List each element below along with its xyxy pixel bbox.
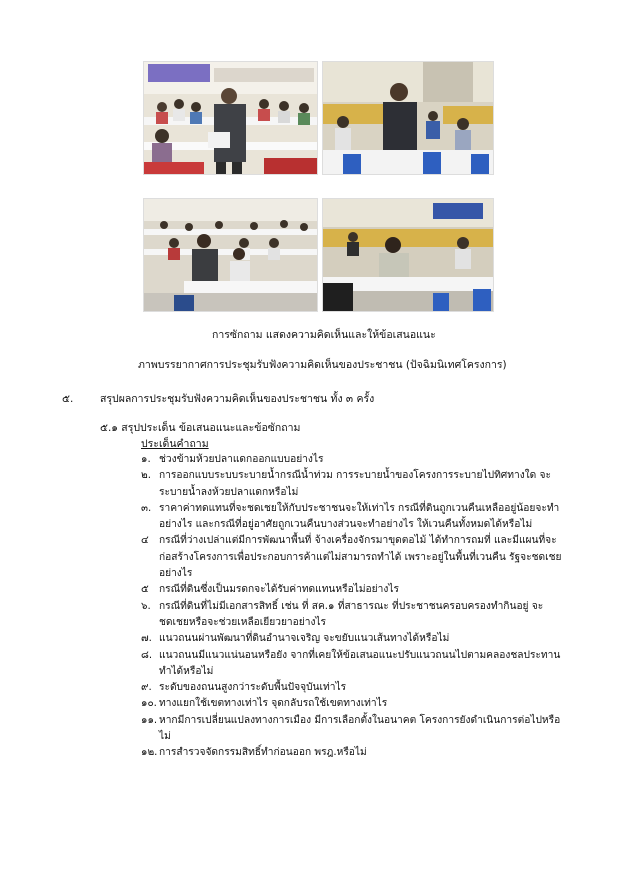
photo-audience-seated [143,198,318,312]
list-item [141,599,571,632]
list-item [141,713,571,746]
issues-heading: ประเด็นคำถาม [141,438,209,450]
subsection-title: ๕.๑ สรุปประเด็น ข้อเสนอแนะและข้อซักถาม [100,422,301,434]
item-number: ๑๐. [141,698,157,710]
item-text: แนวถนนมีแนวแน่นอนหรือยัง จากที่เคยให้ข้อเสนอแนะปรับแนวถนนไปตามคลองชลประทานทำได้หรือไม่ [159,649,561,677]
item-text: การสำรวจจัดกรรมสิทธิ์ทำก่อนออก พรฎ.หรือไม่ [159,747,367,759]
item-text: กรณีที่ดินซึ่งเป็นมรดกจะได้รับค่าทดแทนหรือไม่อย่างไร [159,584,399,596]
item-text: การออกแบบระบบระบายน้ำกรณีน้ำท่วม การระบายน้ำของโครงการระบายไปทิศทางใด จะระบายน้ำลงห้วยปลาแดกหรือไม่ [159,470,551,498]
item-number: ๙. [141,682,152,694]
list-item [141,533,571,582]
list-item [141,452,571,468]
item-text: ราคาค่าทดแทนที่จะชดเชยให้กับประชาชนจะให้เท่าไร กรณีที่ดินถูกเวนคืนเหลืออยู่น้อยจะทำอย่างไร และกรณีที่อยู่อาศัยถูกเวนคืนบางส่วนจะทำอย่างไร ให้เวนคืนทั้งหมดได้หรือไม่ [159,502,560,531]
item-text: ระดับของถนนสูงกว่าระดับพื้นปัจจุบันเท่าไร [159,682,347,694]
item-number: ๗. [141,633,152,645]
item-text: ทางแยกใช้เขตทางเท่าไร จุดกลับรถใช้เขตทางเท่าไร [159,698,388,710]
photo-group-caption: ภาพบรรยากาศการประชุมรับฟังความคิดเห็นของประชาชน (ปัจฉิมนิเทศโครงการ) [138,359,507,371]
item-number: ๕ [141,584,149,596]
list-item [141,582,571,598]
item-number: ๑. [141,454,151,465]
list-item [141,468,571,501]
item-number: ๖. [141,600,151,612]
section-number: ๕. [62,393,74,405]
item-text: กรณีที่ว่างเปล่าแต่มีการพัฒนาพื้นที่ จ้างเครื่องจักรมาขุดตอไม้ ได้ทำการถมที่ และมีแผนที่จะก่อสร้างโครงการเพื่อประกอบการค้าแต่ไม่สามารถทำได้ เพราะอยู่ในพื้นที่เวนคืน รัฐจะชดเชยอย่างไร [159,535,562,580]
list-item [141,696,571,712]
item-text: หากมีการเปลี่ยนแปลงทางการเมือง มีการเลือกตั้งในอนาคต โครงการยังดำเนินการต่อไปหรือไม่ [159,714,561,743]
item-number: ๔ [141,535,149,547]
item-number: ๓. [141,502,152,514]
item-number: ๑๒. [141,747,158,759]
photo-woman-speaking-microphone [322,198,494,312]
item-number: ๒. [141,470,151,482]
item-text: กรณีที่ดินที่ไม่มีเอกสารสิทธิ์ เช่น ที่ สค.๑ ที่สาธารณะ ที่ประชาชนครอบครองทำกินอยู่ จะชดเชยหรือจะช่วยเหลือเยียวยาอย่างไร [159,600,544,628]
list-item [141,501,571,534]
list-item [141,631,571,647]
item-number: ๑๑. [141,714,158,726]
issues-list [141,452,571,762]
item-text: แนวถนนผ่านพัฒนาที่ดินอำนาจเจริญ จะขยับแนวเส้นทางได้หรือไม่ [159,633,450,645]
photo-man-asking-question [322,61,494,175]
list-item [141,745,571,761]
item-text: ช่วงข้ามห้วยปลาแดกออกแบบอย่างไร [159,454,324,465]
photo-caption: การซักถาม แสดงความคิดเห็นและให้ข้อเสนอแนะ [212,329,436,341]
list-item [141,648,571,681]
section-title: สรุปผลการประชุมรับฟังความคิดเห็นของประชาชน ทั้ง ๓ ครั้ง [100,393,375,405]
photo-man-speaking-microphone [143,61,318,175]
item-number: ๘. [141,649,153,661]
list-item [141,680,571,696]
